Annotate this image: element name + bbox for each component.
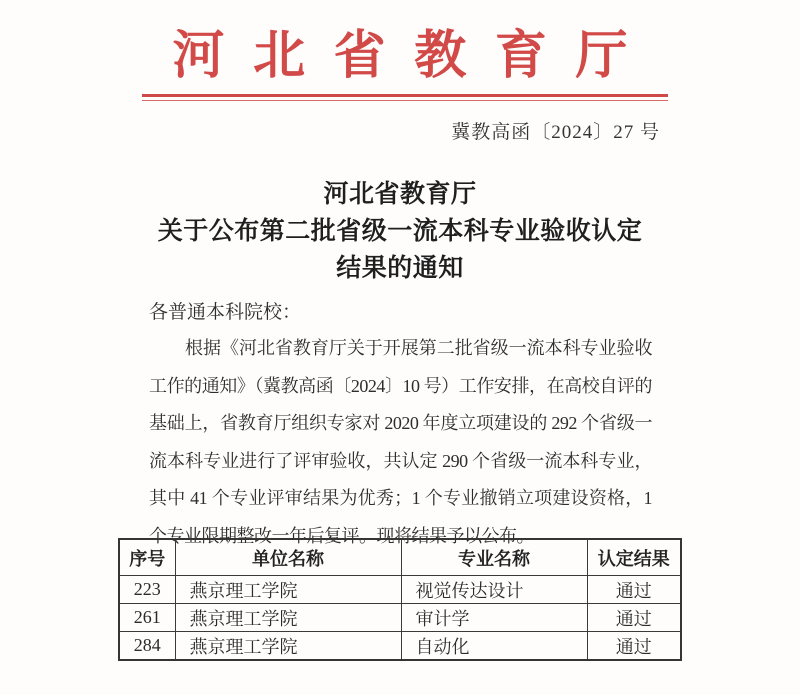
cell-unit: 燕京理工学院 bbox=[175, 604, 401, 632]
column-header-result: 认定结果 bbox=[587, 539, 681, 576]
column-header-unit: 单位名称 bbox=[175, 539, 401, 576]
table-row bbox=[119, 576, 681, 604]
paragraph-line: 工作的通知》（冀教高函〔2024〕10 号）工作安排，在高校自评的 bbox=[149, 375, 652, 396]
document-number: 冀教高函〔2024〕27 号 bbox=[451, 122, 660, 143]
cell-major: 视觉传达设计 bbox=[401, 576, 587, 604]
cell-major: 审计学 bbox=[401, 604, 587, 632]
paragraph-line: 根据《河北省教育厅关于开展第二批省级一流本科专业验收 bbox=[185, 338, 652, 358]
notice-title-line-2: 关于公布第二批省级一流本科专业验收认定 bbox=[157, 218, 643, 245]
notice-title-line-3: 结果的通知 bbox=[336, 255, 464, 282]
letterhead-divider bbox=[142, 94, 668, 101]
results-table bbox=[118, 538, 682, 661]
table-row bbox=[119, 604, 681, 632]
body-paragraph bbox=[149, 330, 652, 555]
cell-result: 通过 bbox=[587, 632, 681, 661]
paragraph-line: 流本科专业进行了评审验收，共认定 290 个省级一流本科专业， bbox=[149, 450, 652, 471]
notice-title bbox=[0, 176, 800, 287]
letterhead-title: 河北省教育厅 bbox=[172, 28, 657, 85]
cell-result: 通过 bbox=[587, 576, 681, 604]
column-header-seq: 序号 bbox=[119, 539, 175, 576]
notice-title-line-1: 河北省教育厅 bbox=[323, 181, 477, 208]
cell-seq: 223 bbox=[119, 576, 175, 604]
paragraph-line: 个专业限期整改一年后复评。现将结果予以公布。 bbox=[149, 525, 534, 546]
salutation: 各普通本科院校： bbox=[149, 302, 302, 323]
cell-unit: 燕京理工学院 bbox=[175, 632, 401, 661]
cell-seq: 284 bbox=[119, 632, 175, 661]
table-header-row bbox=[119, 539, 681, 576]
table-row bbox=[119, 632, 681, 661]
paragraph-line: 其中 41 个专业评审结果为优秀；1 个专业撤销立项建设资格，1 bbox=[149, 488, 652, 508]
paragraph-line: 基础上，省教育厅组织专家对 2020 年度立项建设的 292 个省级一 bbox=[149, 413, 652, 433]
column-header-major: 专业名称 bbox=[401, 539, 587, 576]
cell-result: 通过 bbox=[587, 604, 681, 632]
cell-unit: 燕京理工学院 bbox=[175, 576, 401, 604]
cell-major: 自动化 bbox=[401, 632, 587, 661]
cell-seq: 261 bbox=[119, 604, 175, 632]
